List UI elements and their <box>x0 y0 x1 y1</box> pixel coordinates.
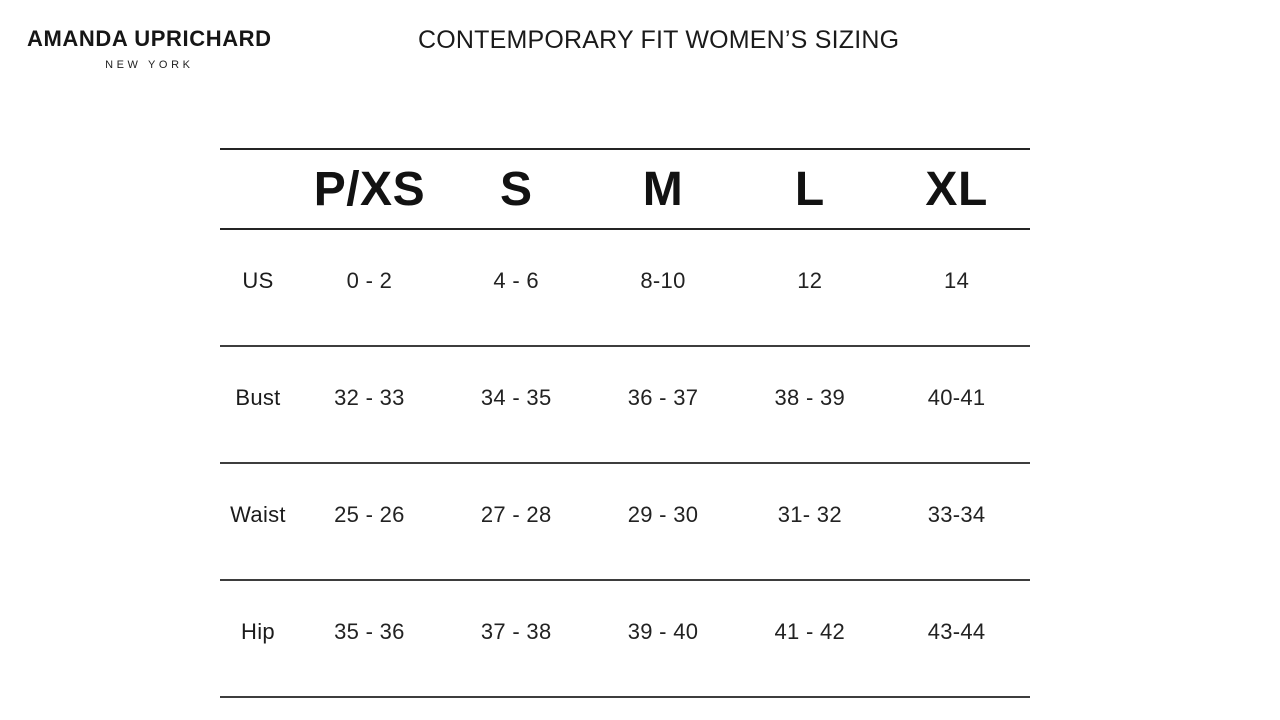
size-value-cell: 40-41 <box>927 385 986 410</box>
row-label-waist: Waist <box>230 502 286 527</box>
row-label-bust: Bust <box>235 385 281 410</box>
size-column-header-pxs: P/XS <box>313 162 426 216</box>
size-value-cell: 37 - 38 <box>480 619 552 644</box>
size-value-cell: 34 - 35 <box>480 385 552 410</box>
size-value-cell: 31- 32 <box>777 502 842 527</box>
size-value-cell: 8-10 <box>640 268 686 293</box>
size-column-header-l: L <box>794 162 825 216</box>
size-value-cell: 41 - 42 <box>774 619 846 644</box>
brand-city: NEW YORK <box>105 59 194 71</box>
size-value-cell: 35 - 36 <box>334 619 405 644</box>
table-row-waist <box>220 463 1030 580</box>
size-value-cell: 14 <box>944 268 970 293</box>
size-column-header-xl: XL <box>925 162 988 216</box>
size-value-cell: 33-34 <box>927 502 986 527</box>
row-label-us: US <box>242 268 274 293</box>
brand-logo <box>27 26 272 71</box>
size-chart-table <box>220 148 1030 698</box>
size-value-cell: 43-44 <box>927 619 986 644</box>
size-value-cell: 27 - 28 <box>480 502 552 527</box>
page-title: CONTEMPORARY FIT WOMEN’S SIZING <box>418 26 900 54</box>
size-value-cell: 29 - 30 <box>627 502 699 527</box>
size-column-header-m: M <box>642 162 684 216</box>
table-row-hip <box>220 580 1030 697</box>
brand-name: AMANDA UPRICHARD <box>27 26 272 51</box>
size-value-cell: 32 - 33 <box>334 385 405 410</box>
size-value-cell: 38 - 39 <box>774 385 846 410</box>
size-value-cell: 39 - 40 <box>627 619 699 644</box>
size-column-header-s: S <box>499 162 533 216</box>
table-row-bust <box>220 346 1030 463</box>
corner-cell <box>220 149 296 229</box>
table-row-us <box>220 229 1030 346</box>
size-value-cell: 12 <box>797 268 823 293</box>
size-value-cell: 36 - 37 <box>627 385 699 410</box>
size-value-cell: 25 - 26 <box>334 502 405 527</box>
size-header-row <box>220 149 1030 229</box>
row-label-hip: Hip <box>241 619 275 644</box>
size-value-cell: 0 - 2 <box>346 268 393 293</box>
size-value-cell: 4 - 6 <box>493 268 539 293</box>
